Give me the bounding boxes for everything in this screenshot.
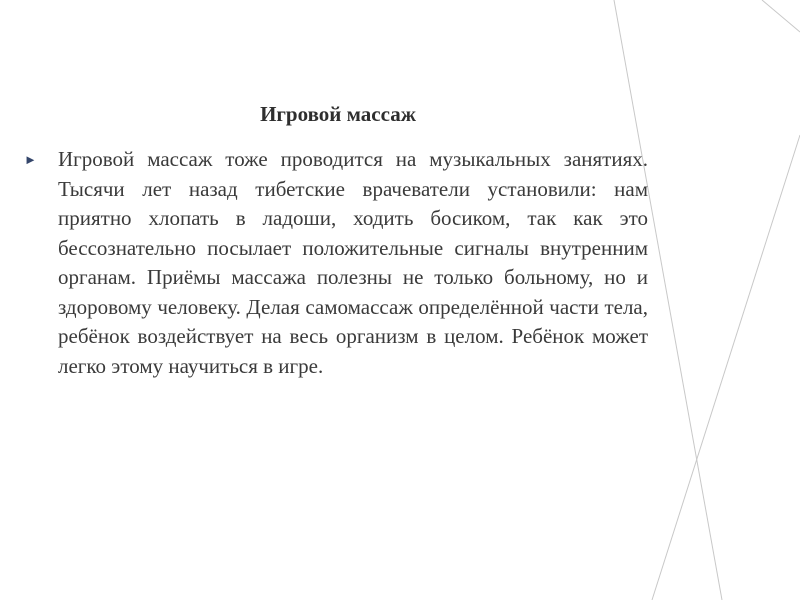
triangle-bullet-icon: ► bbox=[24, 152, 37, 167]
decorative-line-short bbox=[762, 0, 800, 32]
decorative-line-diagonal bbox=[652, 135, 800, 600]
bullet-item bbox=[24, 145, 648, 381]
bullet-text: Игровой массаж тоже проводится на музыкальных занятиях. Тысячи лет назад тибетские врачеватели установили: нам приятно хлопать в ладоши, ходить босиком, так как это бессознательно посылает положительные сигналы внутренним органам. Приёмы массажа полезны не только больному, но и здоровому человеку. Делая самомассаж определённой части тела, ребёнок воздействует на весь организм в целом. Ребёнок может легко этому научиться в игре. bbox=[58, 147, 648, 378]
slide-title: Игровой массаж bbox=[260, 102, 416, 126]
